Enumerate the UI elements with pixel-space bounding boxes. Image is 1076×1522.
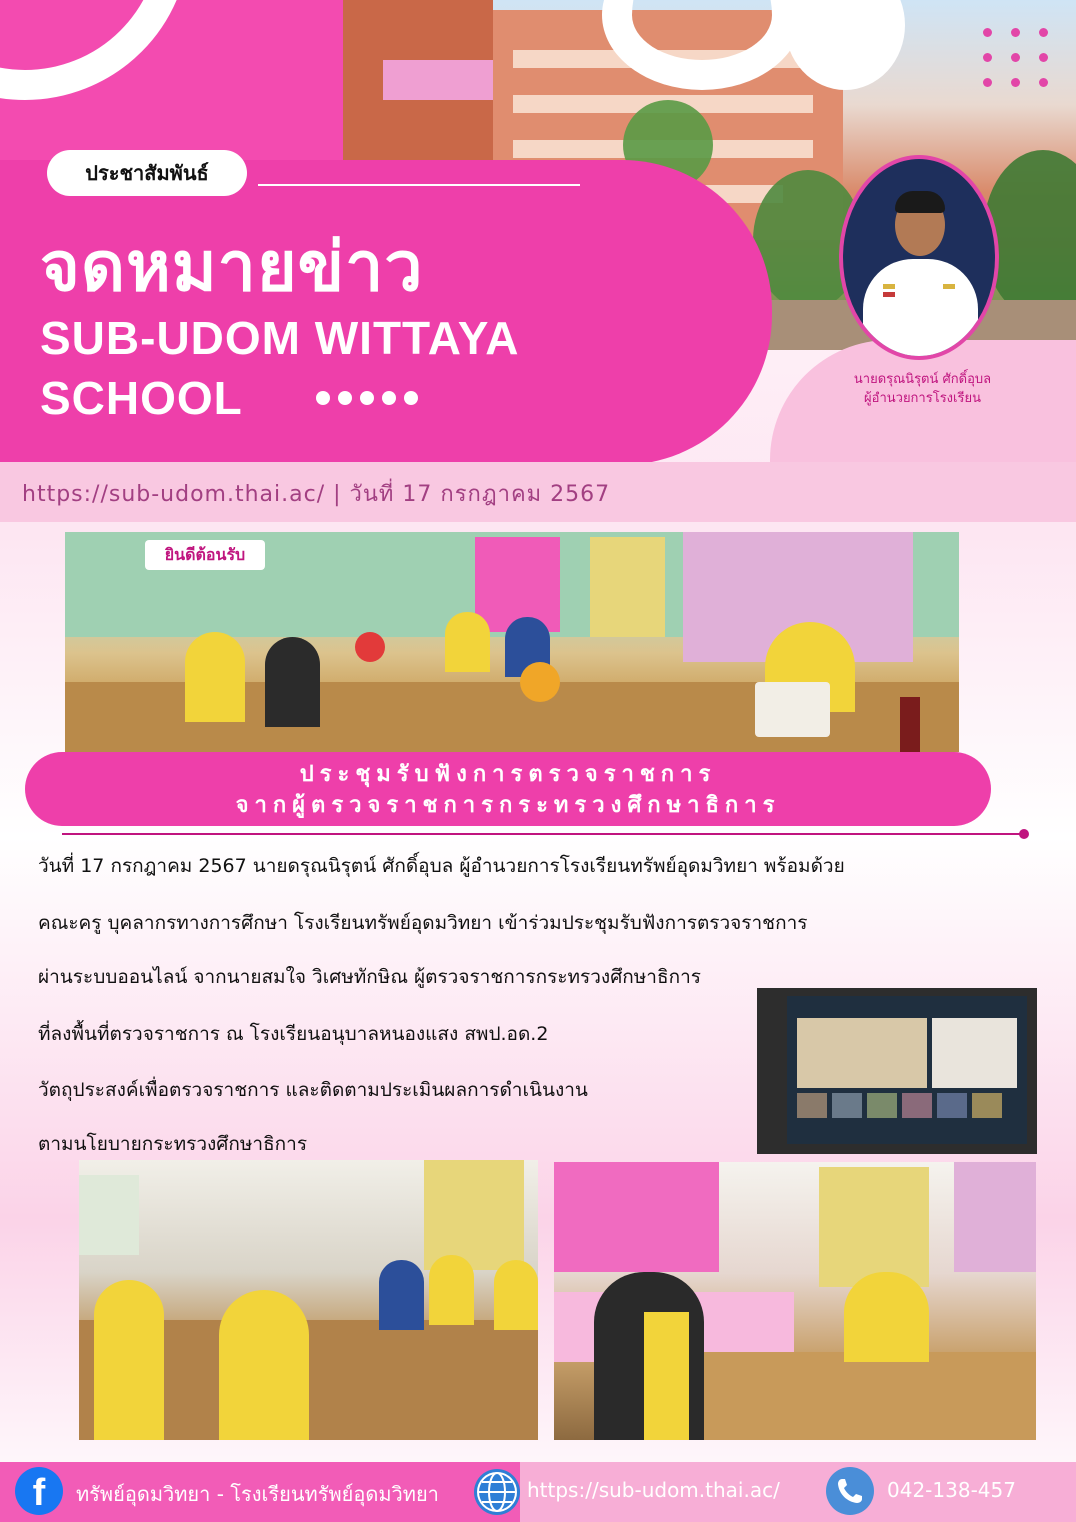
director-name: นายดรุณนิรุตน์ ศักดิ์อุบล [853, 372, 992, 387]
body-line-2: คณะครู บุคลากรทางการศึกษา โรงเรียนทรัพย์อุดมวิทยา เข้าร่วมประชุมรับฟังการตรวจราชการ [38, 912, 808, 934]
welcome-banner: ยินดีต้อนรับ [145, 540, 265, 570]
headline-line-2: จากผู้ตรวจราชการกระทรวงศึกษาธิการ [235, 793, 781, 818]
headline-rule [62, 833, 1026, 835]
headline-banner [25, 752, 991, 826]
phone-icon [826, 1467, 874, 1515]
footer-phone-number[interactable]: 042-138-457 [887, 1478, 1016, 1502]
teachers-meeting-photo-1 [79, 1160, 538, 1440]
body-line-3: ผ่านระบบออนไลน์ จากนายสมใจ วิเศษทักษิณ ผู้ตรวจราชการกระทรวงศึกษาธิการ [38, 966, 701, 988]
category-label: ประชาสัมพันธ์ [47, 150, 247, 196]
newsletter-title: จดหมายข่าว [40, 228, 424, 307]
director-title: ผู้อำนวยการโรงเรียน [864, 391, 981, 406]
globe-icon [472, 1467, 522, 1517]
facebook-icon[interactable]: f [15, 1467, 63, 1515]
director-caption [805, 370, 1040, 408]
body-line-6: ตามนโยบายกระทรวงศึกษาธิการ [38, 1133, 308, 1155]
director-portrait [839, 155, 999, 360]
body-line-1: วันที่ 17 กรกฎาคม 2567 นายดรุณนิรุตน์ ศักดิ์อุบล ผู้อำนวยการโรงเรียนทรัพย์อุดมวิทยา พร้อมด้วย [38, 855, 845, 877]
school-name: SUB-UDOM WITTAYA SCHOOL [40, 312, 518, 424]
headline-line-1: ประชุมรับฟังการตรวจราชการ [299, 762, 717, 787]
dots-grid-decoration [983, 28, 1053, 98]
label-divider [258, 184, 580, 186]
meeting-room-photo [65, 532, 959, 752]
rule-endpoint-dot [1019, 829, 1029, 839]
website-date-line: https://sub-udom.thai.ac/ | วันที่ 17 กรกฎาคม 2567 [22, 482, 611, 507]
teachers-meeting-photo-2 [554, 1162, 1036, 1440]
footer-website-link[interactable]: https://sub-udom.thai.ac/ [527, 1478, 780, 1502]
facebook-page-link[interactable]: ทรัพย์อุดมวิทยา - โรงเรียนทรัพย์อุดมวิทยา [76, 1482, 439, 1506]
dots-decoration [316, 391, 418, 405]
body-line-5: วัตถุประสงค์เพื่อตรวจราชการ และติดตามประเมินผลการดำเนินงาน [38, 1079, 588, 1101]
body-line-4: ที่ลงพื้นที่ตรวจราชการ ณ โรงเรียนอนุบาลหนองแสง สพป.อด.2 [38, 1023, 549, 1045]
online-meeting-photo [757, 988, 1037, 1154]
